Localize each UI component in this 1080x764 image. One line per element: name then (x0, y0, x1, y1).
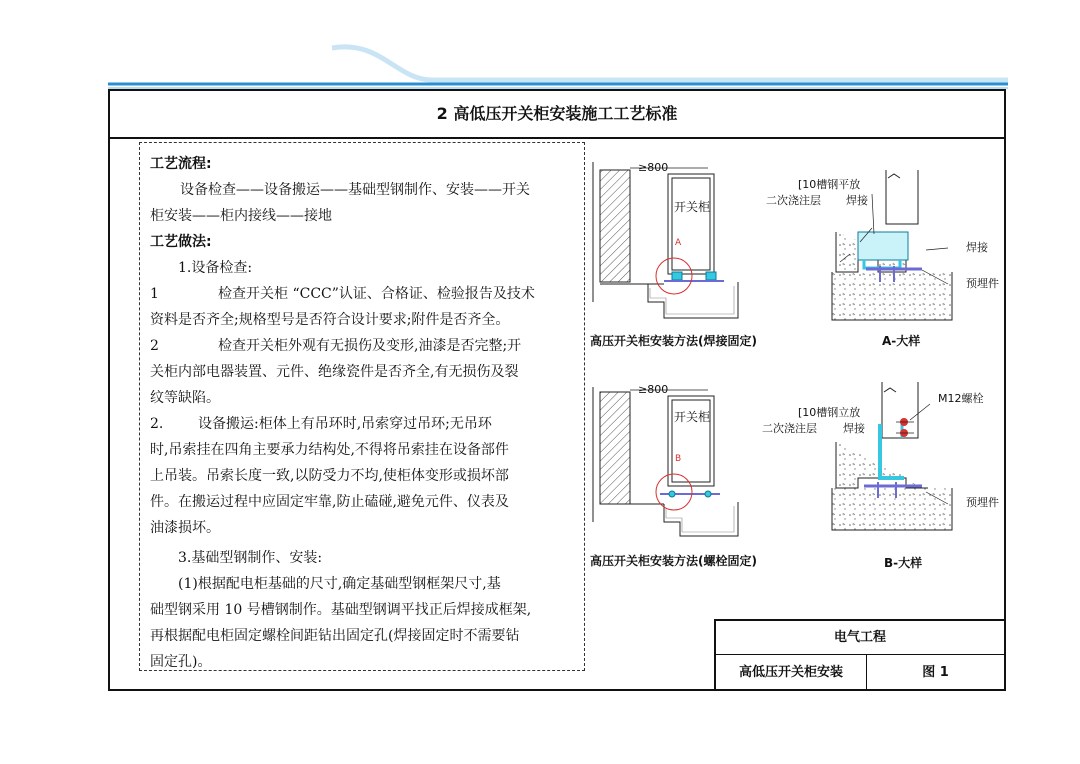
title-block (714, 619, 1004, 689)
welded-install-drawing (593, 162, 738, 318)
text-line: 油漆损坏。 (150, 520, 220, 536)
channel-label: [10槽钢平放 (798, 178, 861, 191)
dimension-label: ≥800 (638, 161, 669, 174)
drawing-name: 高低压开关柜安装 (716, 655, 867, 690)
method-heading: 工艺做法: (150, 234, 212, 250)
text-line: 上吊装。吊索长度一致,以防受力不均,使柜体变形或损坏部 (150, 468, 509, 484)
drawings-svg (588, 142, 1004, 622)
item-number: 2 (150, 338, 159, 354)
text-line: 检查开关柜外观有无损伤及变形,油漆是否完整;开 (218, 338, 522, 354)
welded-caption: 高压开关柜安装方法(焊接固定) (590, 334, 757, 348)
text-line: 检查开关柜 “CCC”认证、合格证、检验报告及技术 (218, 286, 535, 302)
flow-line: 设备检查——设备搬运——基础型钢制作、安装——开关 (180, 182, 530, 198)
cabinet-label: 开关柜 (674, 410, 711, 424)
weld-label-right: 焊接 (966, 241, 988, 254)
detail-a-caption: A-大样 (882, 334, 921, 348)
channel-label: [10槽钢立放 (798, 406, 861, 419)
embed-label: 预埋件 (966, 496, 999, 509)
bolted-install-drawing (593, 387, 738, 536)
text-line: 件。在搬运过程中应固定牢靠,防止磕碰,避免元件、仪表及 (150, 494, 509, 510)
text-line: 固定孔)。 (150, 654, 212, 670)
detail-marker-a: A (675, 238, 682, 248)
flow-line: 柜安装——柜内接线——接地 (150, 208, 332, 224)
embed-label: 预埋件 (966, 277, 999, 290)
item1-paragraph2 (150, 333, 574, 359)
item2-paragraph (150, 411, 574, 437)
flow-heading: 工艺流程: (150, 156, 212, 172)
text-line: 纹等缺陷。 (150, 390, 220, 406)
header-decoration (0, 0, 1080, 90)
cabinet-label: 开关柜 (674, 200, 711, 214)
dimension-label: ≥800 (638, 383, 669, 396)
text-line: 设备搬运:柜体上有吊环时,吊索穿过吊环;无吊环 (198, 416, 492, 432)
bolt-label: M12螺栓 (938, 392, 984, 405)
grout-label: 二次浇注层 (766, 194, 821, 207)
item-number: 1 (150, 286, 159, 302)
weld-label: 焊接 (846, 194, 868, 207)
drawing-frame (108, 89, 1006, 691)
item-number: 2. (150, 416, 164, 432)
detail-b-caption: B-大样 (884, 556, 923, 570)
grout-label: 二次浇注层 (762, 422, 817, 435)
text-line: 础型钢采用 10 号槽钢制作。基础型钢调平找正后焊接成框架, (150, 602, 532, 618)
process-text-box (139, 142, 585, 671)
text-line: 关柜内部电器装置、元件、绝缘瓷件是否齐全,有无损伤及裂 (150, 364, 519, 380)
text-line: 时,吊索挂在四角主要承力结构处,不得将吊索挂在设备部件 (150, 442, 509, 458)
text-line: 再根据配电柜固定螺栓间距钻出固定孔(焊接固定时不需要钻 (150, 628, 520, 644)
item1-paragraph1 (150, 281, 574, 307)
drawings-area (588, 142, 1004, 622)
figure-number: 图 1 (922, 665, 949, 680)
text-line: (1)根据配电柜基础的尺寸,确定基础型钢框架尺寸,基 (178, 576, 501, 592)
title-block-row (716, 655, 1004, 690)
weld-label: 焊接 (843, 422, 865, 435)
page-title: 2 高低压开关柜安装施工工艺标准 (110, 91, 1004, 139)
bolted-caption: 高压开关柜安装方法(螺栓固定) (590, 554, 757, 568)
item1-heading: 1.设备检查: (178, 260, 253, 276)
detail-marker-b: B (675, 454, 682, 464)
text-line: 资料是否齐全;规格型号是否符合设计要求;附件是否齐全。 (150, 312, 510, 328)
project-name: 电气工程 (716, 621, 1004, 655)
item3-heading: 3.基础型钢制作、安装: (178, 550, 323, 566)
